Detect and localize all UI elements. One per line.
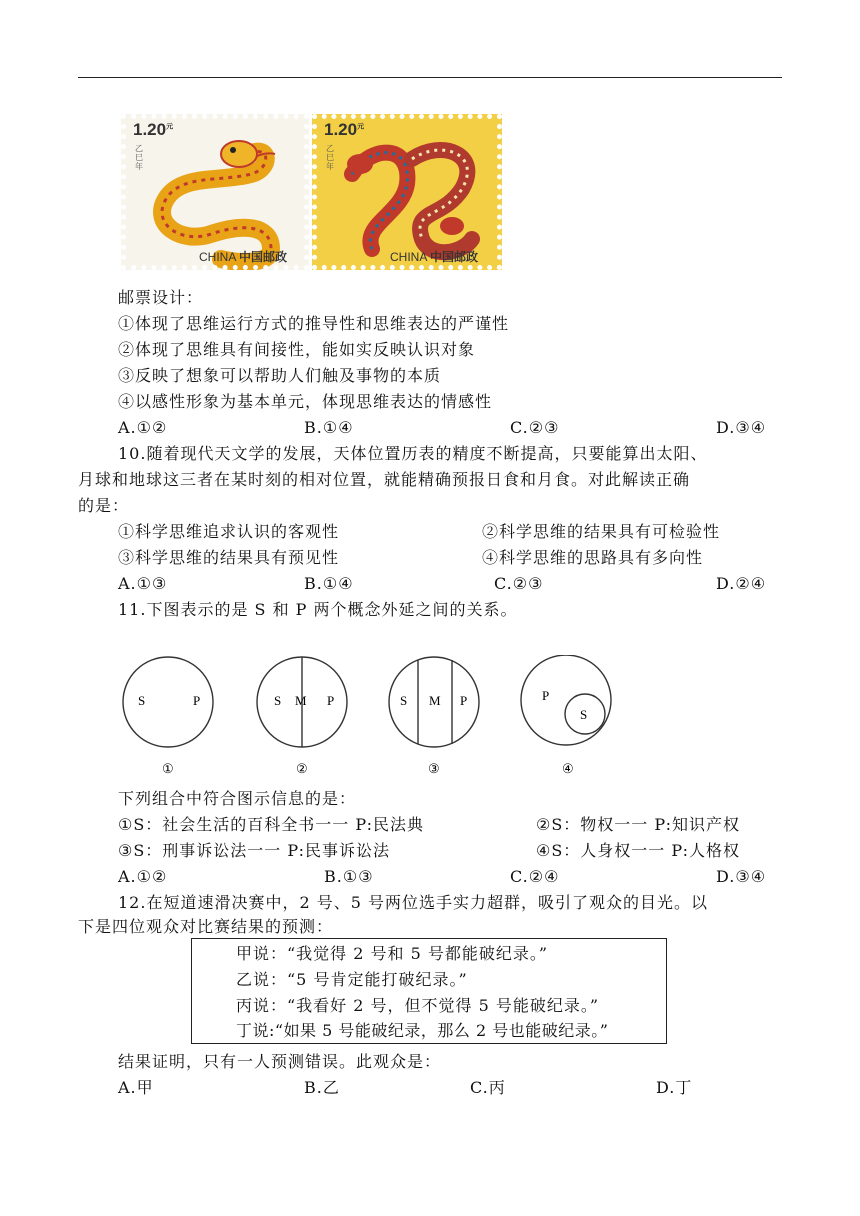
- q10-choice-a: A.①③: [118, 574, 168, 593]
- snake-stamp-yellow: [121, 114, 309, 270]
- diagram-label: S: [138, 693, 146, 708]
- q10-stem-line-3: 的是：: [78, 496, 130, 515]
- diagram-label: P: [193, 693, 201, 708]
- stamp-value: $1.20^元$: [133, 120, 174, 139]
- q10-option-3: ③科学思维的结果具有预见性: [118, 548, 340, 567]
- concept-diagram-3: [384, 655, 488, 777]
- diagram-label: M: [429, 693, 441, 708]
- q9-option-3: ③反映了想象可以帮助人们触及事物的本质: [118, 366, 442, 385]
- diagram-caption: ①: [162, 761, 174, 776]
- q12-stem-line-2: 下是四位观众对比赛结果的预测：: [78, 917, 334, 936]
- prediction-bing: 丙说：“我看好 2 号，但不觉得 5 号能破纪录。”: [236, 996, 600, 1015]
- stamp-year: 乙巳年: [326, 144, 334, 171]
- q11-choice-d: D.③④: [716, 867, 767, 886]
- prediction-ding: 丁说:“如果 5 号能破纪录，那么 2 号也能破纪录。”: [236, 1021, 609, 1040]
- q11-option-4: ④S：人身权一一 P:人格权: [536, 841, 740, 860]
- q12-choice-a: A.甲: [118, 1078, 154, 1097]
- q10-stem-line-1: 10.随着现代天文学的发展，天体位置历表的精度不断提高，只要能算出太阳、: [118, 444, 708, 463]
- q11-choice-a: A.①②: [118, 867, 168, 886]
- q10-choice-b: B.①④: [304, 574, 354, 593]
- stamp-value: $1.20^元$: [324, 120, 365, 139]
- diagram-caption: ②: [296, 761, 308, 776]
- q10-choice-d: D.②④: [716, 574, 767, 593]
- diagram-label: M: [295, 693, 307, 708]
- q11-option-1: ①S：社会生活的百科全书一一 P:民法典: [118, 815, 424, 834]
- q11-option-3: ③S：刑事诉讼法一一 P:民事诉讼法: [118, 841, 390, 860]
- q9-choice-a: A.①②: [118, 418, 168, 437]
- diagram-label: P: [542, 688, 550, 703]
- concept-diagram-4: [518, 655, 622, 777]
- q11-choice-c: C.②④: [510, 867, 560, 886]
- q9-option-2: ②体现了思维具有间接性，能如实反映认识对象: [118, 340, 476, 359]
- q12-choice-c: C.丙: [470, 1078, 506, 1097]
- diagram-caption: ③: [428, 761, 440, 776]
- stamp-country: CHINA 中国邮政: [199, 250, 288, 264]
- q11-option-2: ②S：物权一一 P:知识产权: [536, 815, 740, 834]
- q9-choice-c: C.②③: [510, 418, 560, 437]
- q9-choice-b: B.①④: [304, 418, 354, 437]
- stamp-country: CHINA 中国邮政: [390, 250, 479, 264]
- diagram-label: S: [400, 693, 408, 708]
- q12-result: 结果证明，只有一人预测错误。此观众是：: [118, 1052, 442, 1071]
- diagram-label: S: [580, 707, 588, 722]
- q10-stem-line-2: 月球和地球这三者在某时刻的相对位置，就能精确预报日食和月食。对此解读正确: [78, 470, 691, 489]
- q10-option-4: ④科学思维的思路具有多向性: [482, 548, 704, 567]
- diagram-label: S: [274, 693, 282, 708]
- q9-intro: 邮票设计：: [118, 288, 204, 307]
- q9-option-4: ④以感性形象为基本单元，体现思维表达的情感性: [118, 392, 493, 411]
- prediction-jia: 甲说：“我觉得 2 号和 5 号都能破纪录。”: [236, 944, 549, 963]
- q10-choice-c: C.②③: [494, 574, 544, 593]
- snake-stamp-red: [312, 114, 502, 270]
- q11-stem: 11.下图表示的是 S 和 P 两个概念外延之间的关系。: [118, 600, 518, 619]
- stamp-year: 乙巳年: [135, 144, 143, 171]
- q12-choice-b: B.乙: [304, 1078, 340, 1097]
- header-rule: [78, 77, 782, 78]
- q12-stem-line-1: 12.在短道速滑决赛中，2 号、5 号两位选手实力超群，吸引了观众的目光。以: [118, 893, 708, 912]
- diagram-caption: ④: [562, 761, 574, 776]
- prediction-yi: 乙说：“5 号肯定能打破纪录。”: [236, 970, 468, 989]
- q11-choice-b: B.①③: [324, 867, 374, 886]
- q10-option-2: ②科学思维的结果具有可检验性: [482, 522, 721, 541]
- diagram-label: P: [327, 693, 335, 708]
- q9-choice-d: D.③④: [716, 418, 767, 437]
- q11-prompt: 下列组合中符合图示信息的是：: [118, 789, 357, 808]
- diagram-label: P: [460, 693, 468, 708]
- q10-option-1: ①科学思维追求认识的客观性: [118, 522, 340, 541]
- concept-diagram-2: [252, 655, 356, 777]
- q12-choice-d: D.丁: [656, 1078, 693, 1097]
- q9-option-1: ①体现了思维运行方式的推导性和思维表达的严谨性: [118, 314, 510, 333]
- concept-diagram-1: [118, 655, 222, 777]
